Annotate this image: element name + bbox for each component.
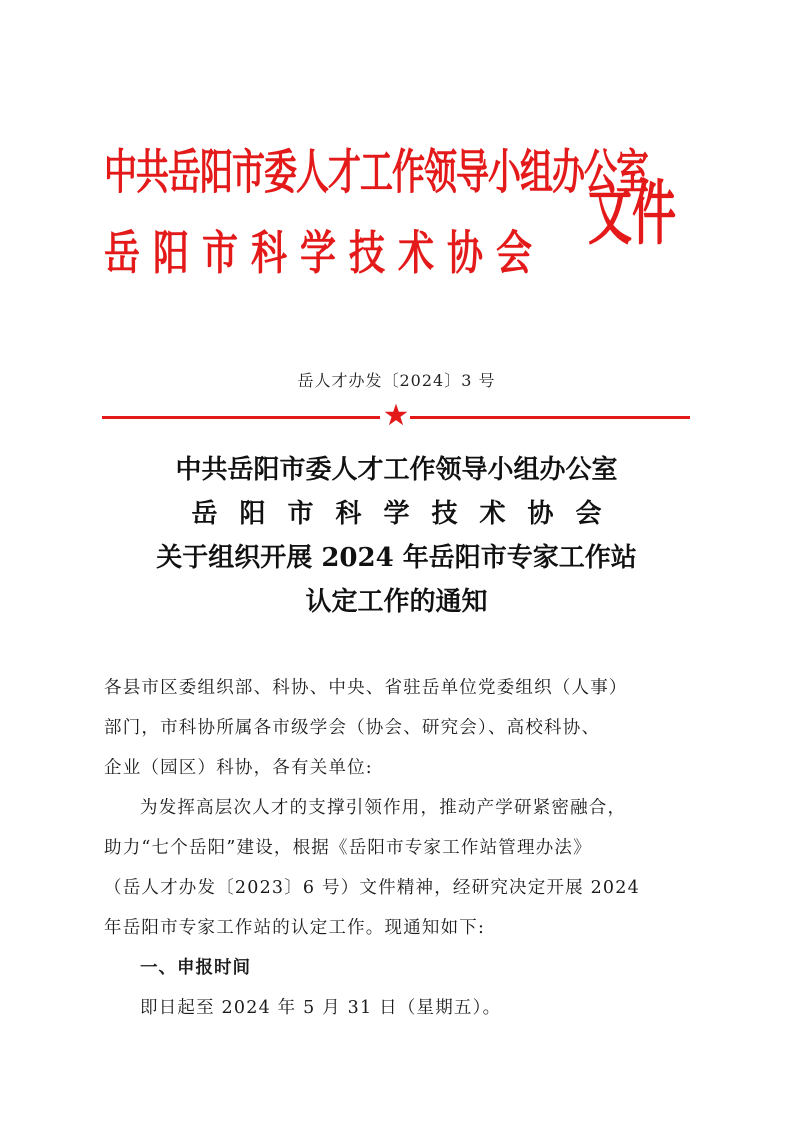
recipients-line: 部门，市科协所属各市级学会（协会、研究会）、高校科协、 bbox=[104, 718, 601, 738]
title-line-4: 认定工作的通知 bbox=[305, 587, 488, 617]
red-divider-left bbox=[102, 416, 380, 419]
intro-line: 为发挥高层次人才的支撑引领作用，推动产学研紧密融合， bbox=[140, 798, 627, 818]
title-line-3: 关于组织开展 2024 年岳阳市专家工作站 bbox=[156, 543, 637, 573]
issuer-name-1: 中共岳阳市委人才工作领导小组办公室 bbox=[104, 143, 648, 201]
title-line-1: 中共岳阳市委人才工作领导小组办公室 bbox=[175, 455, 618, 485]
notice-body bbox=[104, 668, 694, 1028]
intro-line: 年岳阳市专家工作站的认定工作。现通知如下: bbox=[104, 918, 486, 938]
title-line-2: 岳阳市科学技术协会 bbox=[191, 499, 624, 529]
intro-paragraph bbox=[104, 788, 694, 948]
notice-title bbox=[0, 448, 793, 624]
issuer-name-2: 岳阳市科学技术协会 bbox=[104, 226, 546, 281]
intro-line: （岳人才办发〔2023〕6 号）文件精神，经研究决定开展 2024 bbox=[104, 878, 640, 898]
document-number: 岳人才办发〔2024〕3 号 bbox=[297, 371, 496, 390]
red-divider-right bbox=[410, 416, 690, 419]
section-heading: 一、申报时间 bbox=[140, 958, 251, 978]
document-word: 文件 bbox=[588, 173, 676, 256]
red-star-icon bbox=[383, 402, 409, 428]
intro-line: 助力“七个岳阳”建设，根据《岳阳市专家工作站管理办法》 bbox=[104, 838, 592, 858]
recipients-line: 各县市区委组织部、科协、中央、省驻岳单位党委组织（人事） bbox=[104, 678, 628, 698]
recipients-line: 企业（园区）科协，各有关单位: bbox=[104, 758, 373, 778]
section-text: 即日起至 2024 年 5 月 31 日（星期五）。 bbox=[140, 998, 502, 1018]
recipients-paragraph bbox=[104, 668, 694, 788]
